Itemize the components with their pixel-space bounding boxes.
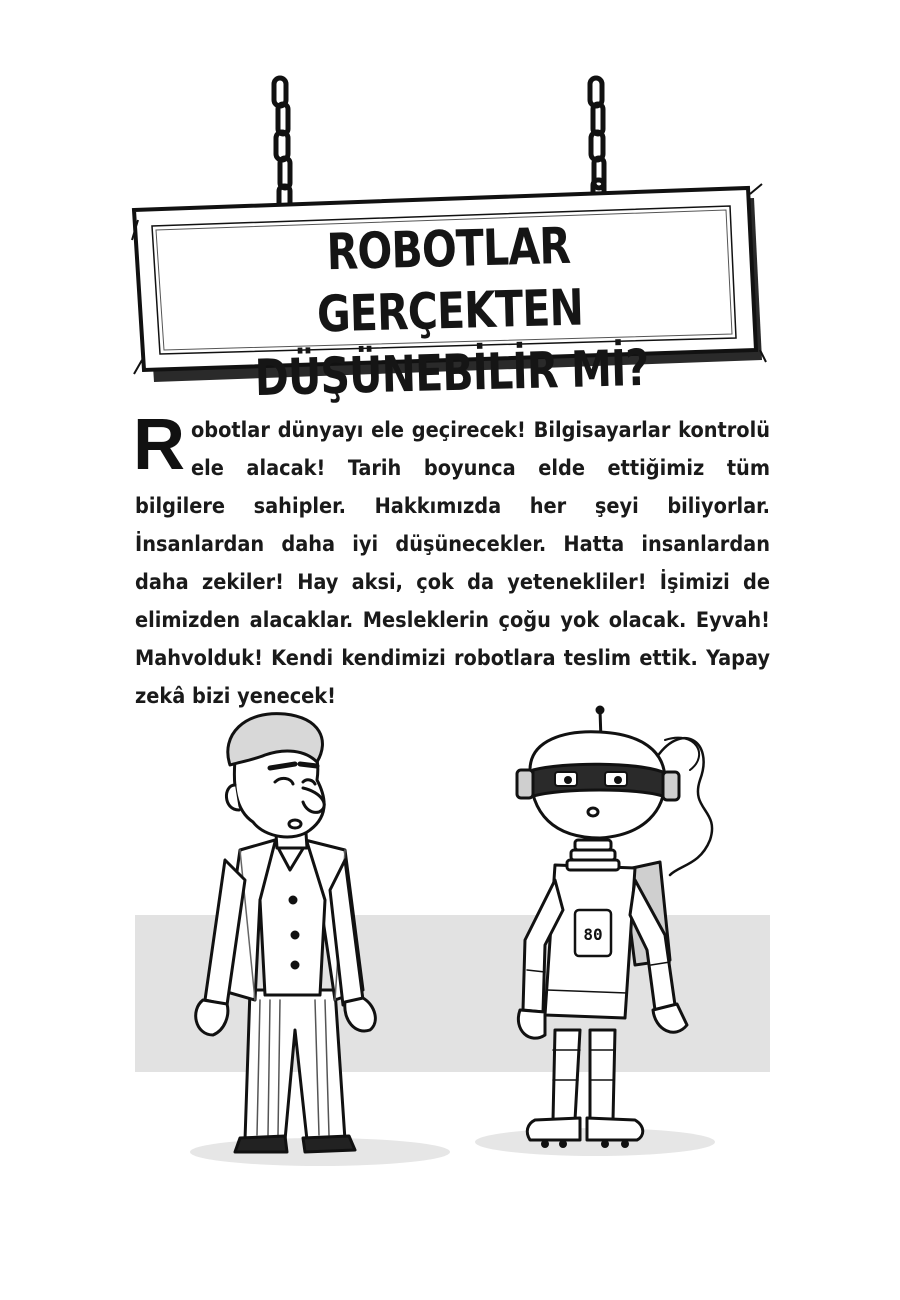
- right-chain-icon: [590, 78, 604, 202]
- illustration-man-and-robot: [135, 700, 775, 1180]
- left-chain-icon: [274, 78, 290, 214]
- hanging-sign: [130, 70, 770, 408]
- cartoon-scene: [135, 700, 775, 1180]
- intro-text: obotlar dünyayı ele geçirecek! Bilgisayarlar kontrolü ele alacak! Tarih boyunca elde ettiğimiz tüm bilgilere sahipler. Hakkımızda her şeyi biliyorlar. İnsanlardan daha iyi düşünecekler. Hatta insanlardan daha zekiler! Hay aksi, çok da yetenekliler! İşimizi de elimizden alacaklar. Mesleklerin çoğu yok olacak. Eyvah! Mahvolduk! Kendi kendimizi robotlara teslim ettik. Yapay zekâ bizi yenecek!: [135, 418, 770, 709]
- robot-figure-icon: [475, 707, 715, 1156]
- chapter-title: [218, 212, 682, 410]
- chapter-title-line-1: ROBOTLAR GERÇEKTEN: [316, 216, 584, 344]
- drop-cap: R: [133, 405, 185, 485]
- robot-chest-label: 80: [583, 925, 603, 944]
- intro-paragraph: [133, 405, 770, 716]
- man-figure-icon: [190, 714, 450, 1166]
- chapter-title-line-2: DÜŞÜNEBİLİR Mİ?: [254, 338, 650, 408]
